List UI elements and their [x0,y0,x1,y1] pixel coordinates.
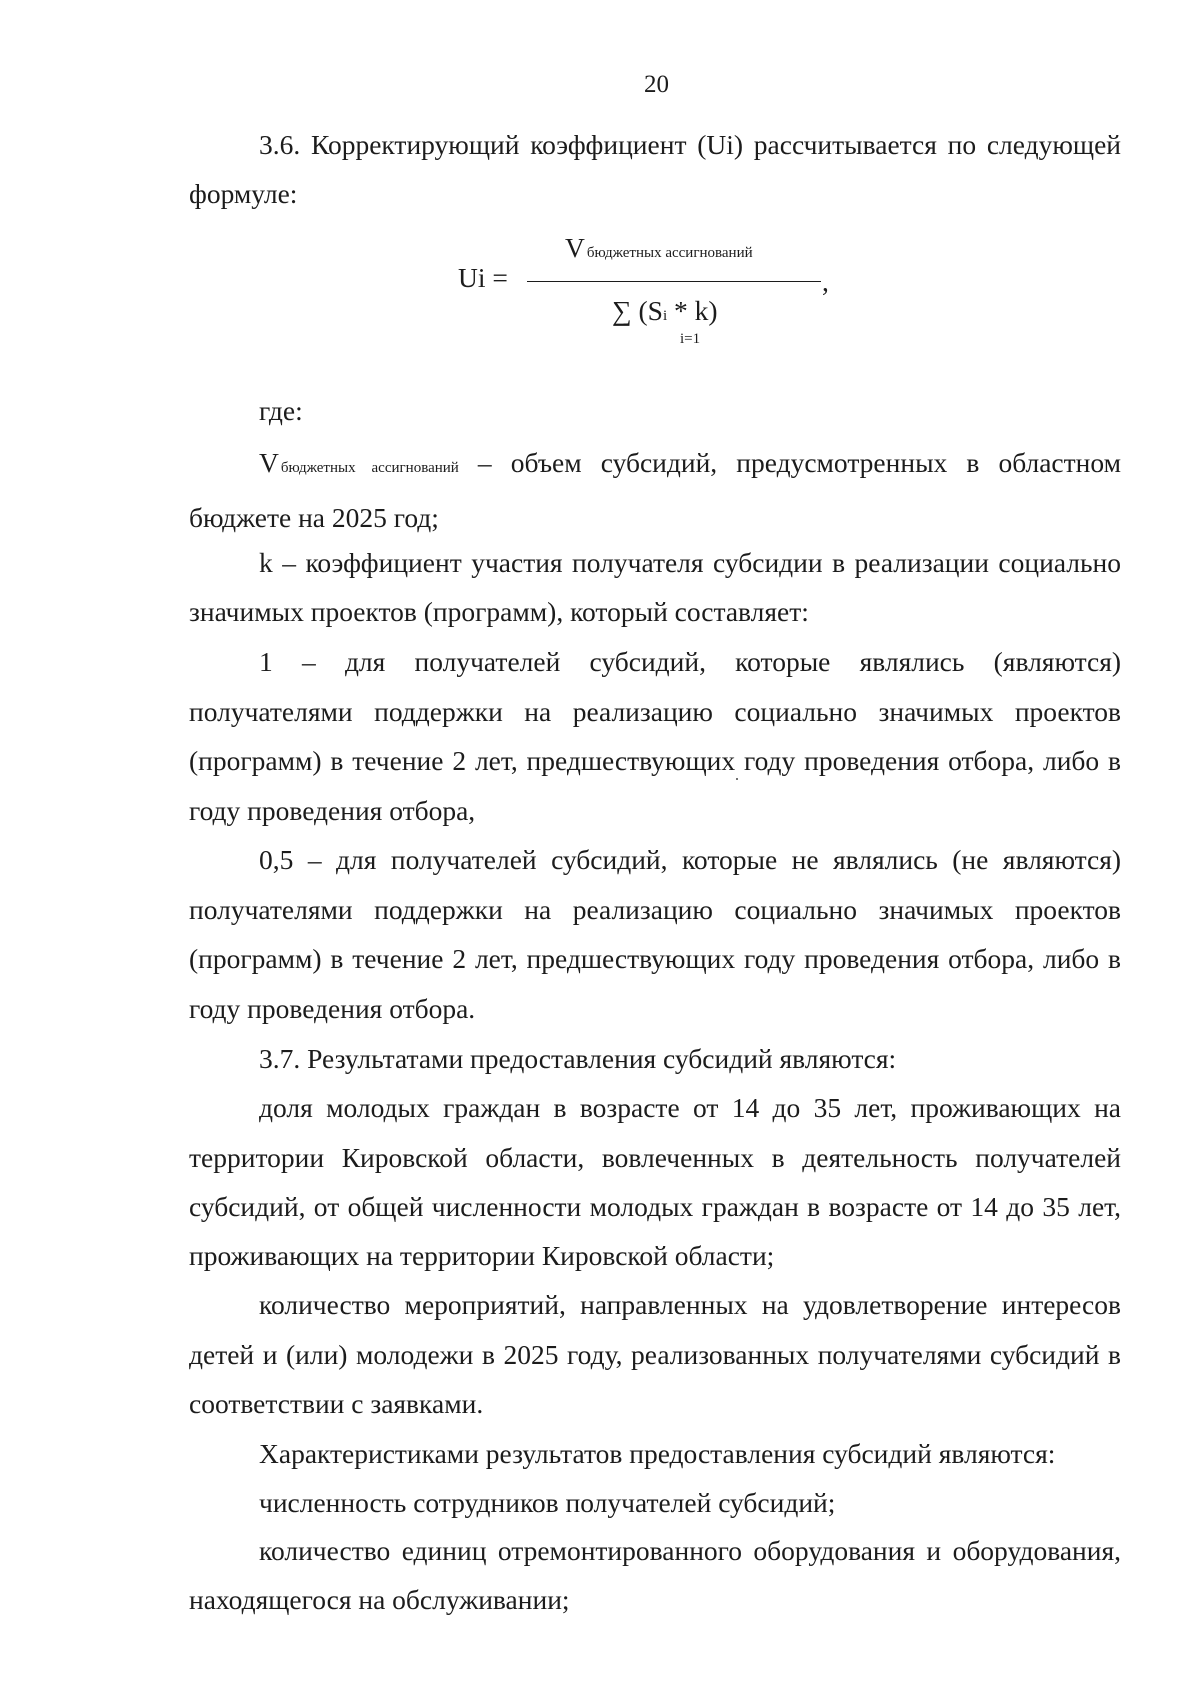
characteristics-section [189,1430,1121,1625]
formula-numerator-symbol: V [565,232,585,263]
formula-comma: , [822,266,829,297]
scan-speck [736,778,738,780]
formula-lhs: Ui = [458,262,508,293]
formula-denominator-subscript: i [662,308,668,324]
sum-index: i=1 [680,331,701,347]
formula-denominator-rest: * k) [667,295,718,326]
definition-k-one [189,637,1121,836]
definition-v-subscript: бюджетных ассигнований [280,460,459,476]
page-number: 20 [644,71,669,98]
formula-numerator [565,232,753,269]
definition-k-half [189,835,1121,1034]
definition-k-half-text: 0,5 – для получателей субсидий, которые не являлись (не являются) получателями поддержки на реализацию социально значимых проектов (программ) в течение 2 лет, предшествующих году проведения отбора, либо в году проведения отбора. [189,844,1121,1025]
results-section [189,1034,1121,1428]
characteristics-item-2: количество единиц отремонтированного оборудования и оборудования, находящегося на обслуживании; [189,1535,1121,1616]
definition-k-text: k – коэффициент участия получателя субсидии в реализации социально значимых проектов (программ), который составляет: [189,547,1121,628]
definition-v-text [189,438,1121,543]
definition-k-one-text: 1 – для получателей субсидий, которые являлись (являются) получателями поддержки на реализацию социально значимых проектов (программ) в течение 2 лет, предшествующих году проведения отбора, либо в году проведения отбора, [189,646,1121,827]
definition-v-symbol: V [259,447,279,478]
definition-v-description: – объем субсидий, предусмотренных в областном бюджете на 2025 год; [189,447,1122,534]
characteristics-item-1: численность сотрудников получателей субсидий; [259,1486,836,1518]
formula-denominator-start: ∑ (S [612,295,663,326]
definitions-section [189,386,1121,435]
fraction-bar [527,281,821,282]
results-item-1: доля молодых граждан в возрасте от 14 до 35 лет, проживающих на территории Кировской области, вовлеченных в деятельность получателей субсидий, от общей численности молодых граждан в возрасте от 14 до 35 лет, проживающих на территории Кировской области; [189,1092,1121,1272]
formula-denominator [612,295,718,332]
results-heading: 3.7. Результатами предоставления субсидий являются: [259,1043,897,1074]
definition-v [189,438,1121,543]
formula-numerator-subscript: бюджетных ассигнований [586,245,753,261]
paragraph-3-6-intro [189,120,1121,219]
where-label: где: [259,395,303,426]
definition-k [189,538,1121,637]
characteristics-heading: Характеристиками результатов предоставления субсидий являются: [259,1438,1056,1469]
results-item-2: количество мероприятий, направленных на удовлетворение интересов детей и (или) молодежи в 2025 году, реализованных получателями субсидий в соответствии с заявками. [189,1289,1121,1420]
intro-text: 3.6. Корректирующий коэффициент (Ui) рассчитывается по следующей формуле: [189,129,1121,210]
